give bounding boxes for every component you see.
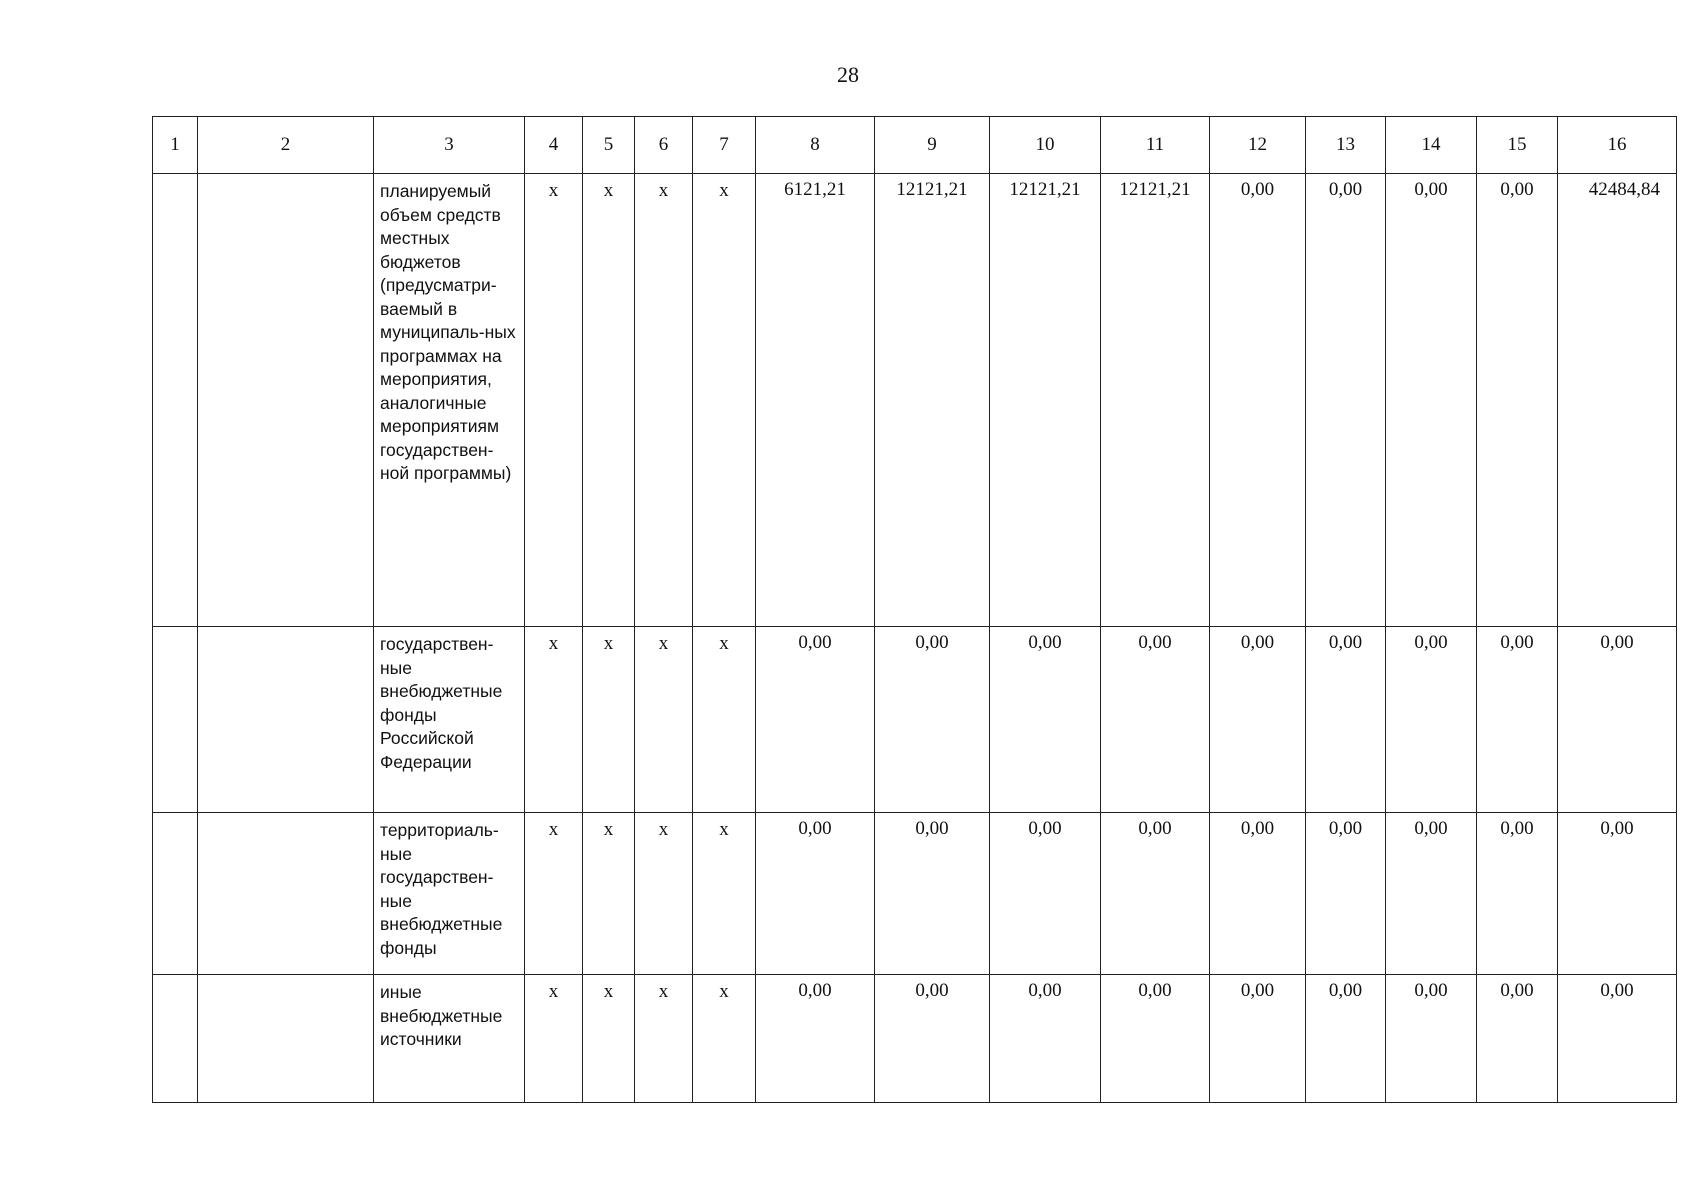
page-number: 28 xyxy=(837,62,859,87)
table-cell-value: 0,00 xyxy=(756,813,875,975)
table-cell-mark: х xyxy=(635,627,693,813)
column-header: 4 xyxy=(525,117,583,174)
table-cell-value: 0,00 xyxy=(990,813,1101,975)
table-cell-mark: х xyxy=(583,174,635,627)
table-header-row xyxy=(153,117,1677,174)
column-header: 6 xyxy=(635,117,693,174)
table-cell-value: 0,00 xyxy=(756,975,875,1103)
table-cell-value: 0,00 xyxy=(875,975,990,1103)
table-cell-value: 0,00 xyxy=(875,627,990,813)
column-header: 3 xyxy=(374,117,525,174)
table-cell-mark: х xyxy=(693,975,756,1103)
table-cell-value: 0,00 xyxy=(756,627,875,813)
table-cell-total: 0,00 xyxy=(1558,975,1677,1103)
row-description: государствен-ные внебюджетные фонды Российской Федерации xyxy=(374,627,525,813)
table-cell-value: 0,00 xyxy=(1306,813,1386,975)
table-cell-value: 12121,21 xyxy=(875,174,990,627)
table-cell-mark: х xyxy=(525,975,583,1103)
column-header: 2 xyxy=(198,117,374,174)
table-cell-value: 0,00 xyxy=(1306,174,1386,627)
table-cell-value: 0,00 xyxy=(1477,813,1558,975)
table-cell-value: 0,00 xyxy=(1477,975,1558,1103)
table-cell-mark: х xyxy=(693,174,756,627)
table-row-other-sources xyxy=(153,975,1677,1103)
column-header: 8 xyxy=(756,117,875,174)
table-cell-mark: х xyxy=(693,813,756,975)
table-cell xyxy=(198,813,374,975)
table-cell-value: 0,00 xyxy=(1210,975,1306,1103)
column-header: 5 xyxy=(583,117,635,174)
column-header: 16 xyxy=(1558,117,1677,174)
column-header: 9 xyxy=(875,117,990,174)
table-cell-total: 42484,84 xyxy=(1558,174,1677,627)
table-cell-mark: х xyxy=(525,813,583,975)
table-cell-value: 0,00 xyxy=(990,627,1101,813)
column-header: 14 xyxy=(1386,117,1477,174)
table-cell-mark: х xyxy=(693,627,756,813)
table-row-territorial-funds xyxy=(153,813,1677,975)
table-cell-mark: х xyxy=(635,975,693,1103)
table-cell xyxy=(153,975,198,1103)
column-header: 10 xyxy=(990,117,1101,174)
table-cell-value: 0,00 xyxy=(1210,627,1306,813)
table-cell xyxy=(153,813,198,975)
table-cell-value: 0,00 xyxy=(1306,975,1386,1103)
table-cell-mark: х xyxy=(583,975,635,1103)
row-description: планируемый объем средств местных бюджетов (предусматри-ваемый в муниципаль-ных программах на мероприятия, аналогичные мероприятиям государствен-ной программы) xyxy=(374,174,525,627)
column-header: 15 xyxy=(1477,117,1558,174)
table-cell-value: 0,00 xyxy=(1101,975,1210,1103)
table-cell-value: 0,00 xyxy=(1101,627,1210,813)
table-cell xyxy=(153,627,198,813)
table-cell-mark: х xyxy=(635,813,693,975)
table-cell-value: 0,00 xyxy=(1477,174,1558,627)
table-cell-mark: х xyxy=(583,813,635,975)
table-row-federal-funds xyxy=(153,627,1677,813)
table-row-local-budgets xyxy=(153,174,1677,627)
table-cell xyxy=(198,975,374,1103)
row-description: иные внебюджетные источники xyxy=(374,975,525,1103)
table-cell-value: 0,00 xyxy=(1306,627,1386,813)
table-cell-mark: х xyxy=(525,627,583,813)
column-header: 11 xyxy=(1101,117,1210,174)
column-header: 13 xyxy=(1306,117,1386,174)
table-cell-total: 0,00 xyxy=(1558,813,1677,975)
table-cell-value: 0,00 xyxy=(875,813,990,975)
row-description: территориаль-ные государствен-ные внебюджетные фонды xyxy=(374,813,525,975)
table-cell-mark: х xyxy=(525,174,583,627)
table-cell-value: 0,00 xyxy=(1386,975,1477,1103)
table-cell-value: 0,00 xyxy=(1101,813,1210,975)
table-cell-value: 12121,21 xyxy=(1101,174,1210,627)
table-cell-value: 0,00 xyxy=(1386,627,1477,813)
column-header: 12 xyxy=(1210,117,1306,174)
table-cell xyxy=(153,174,198,627)
column-header: 7 xyxy=(693,117,756,174)
table-cell-value: 0,00 xyxy=(1210,813,1306,975)
table-cell xyxy=(198,627,374,813)
column-header: 1 xyxy=(153,117,198,174)
table-cell-value: 0,00 xyxy=(1210,174,1306,627)
table-cell-value: 12121,21 xyxy=(990,174,1101,627)
table-cell-value: 0,00 xyxy=(1477,627,1558,813)
table-cell-total: 0,00 xyxy=(1558,627,1677,813)
table-cell-mark: х xyxy=(583,627,635,813)
table-cell xyxy=(198,174,374,627)
table-cell-value: 0,00 xyxy=(990,975,1101,1103)
table-cell-value: 0,00 xyxy=(1386,813,1477,975)
budget-table xyxy=(152,116,1677,1103)
table-cell-value: 6121,21 xyxy=(756,174,875,627)
table-cell-value: 0,00 xyxy=(1386,174,1477,627)
table-cell-mark: х xyxy=(635,174,693,627)
